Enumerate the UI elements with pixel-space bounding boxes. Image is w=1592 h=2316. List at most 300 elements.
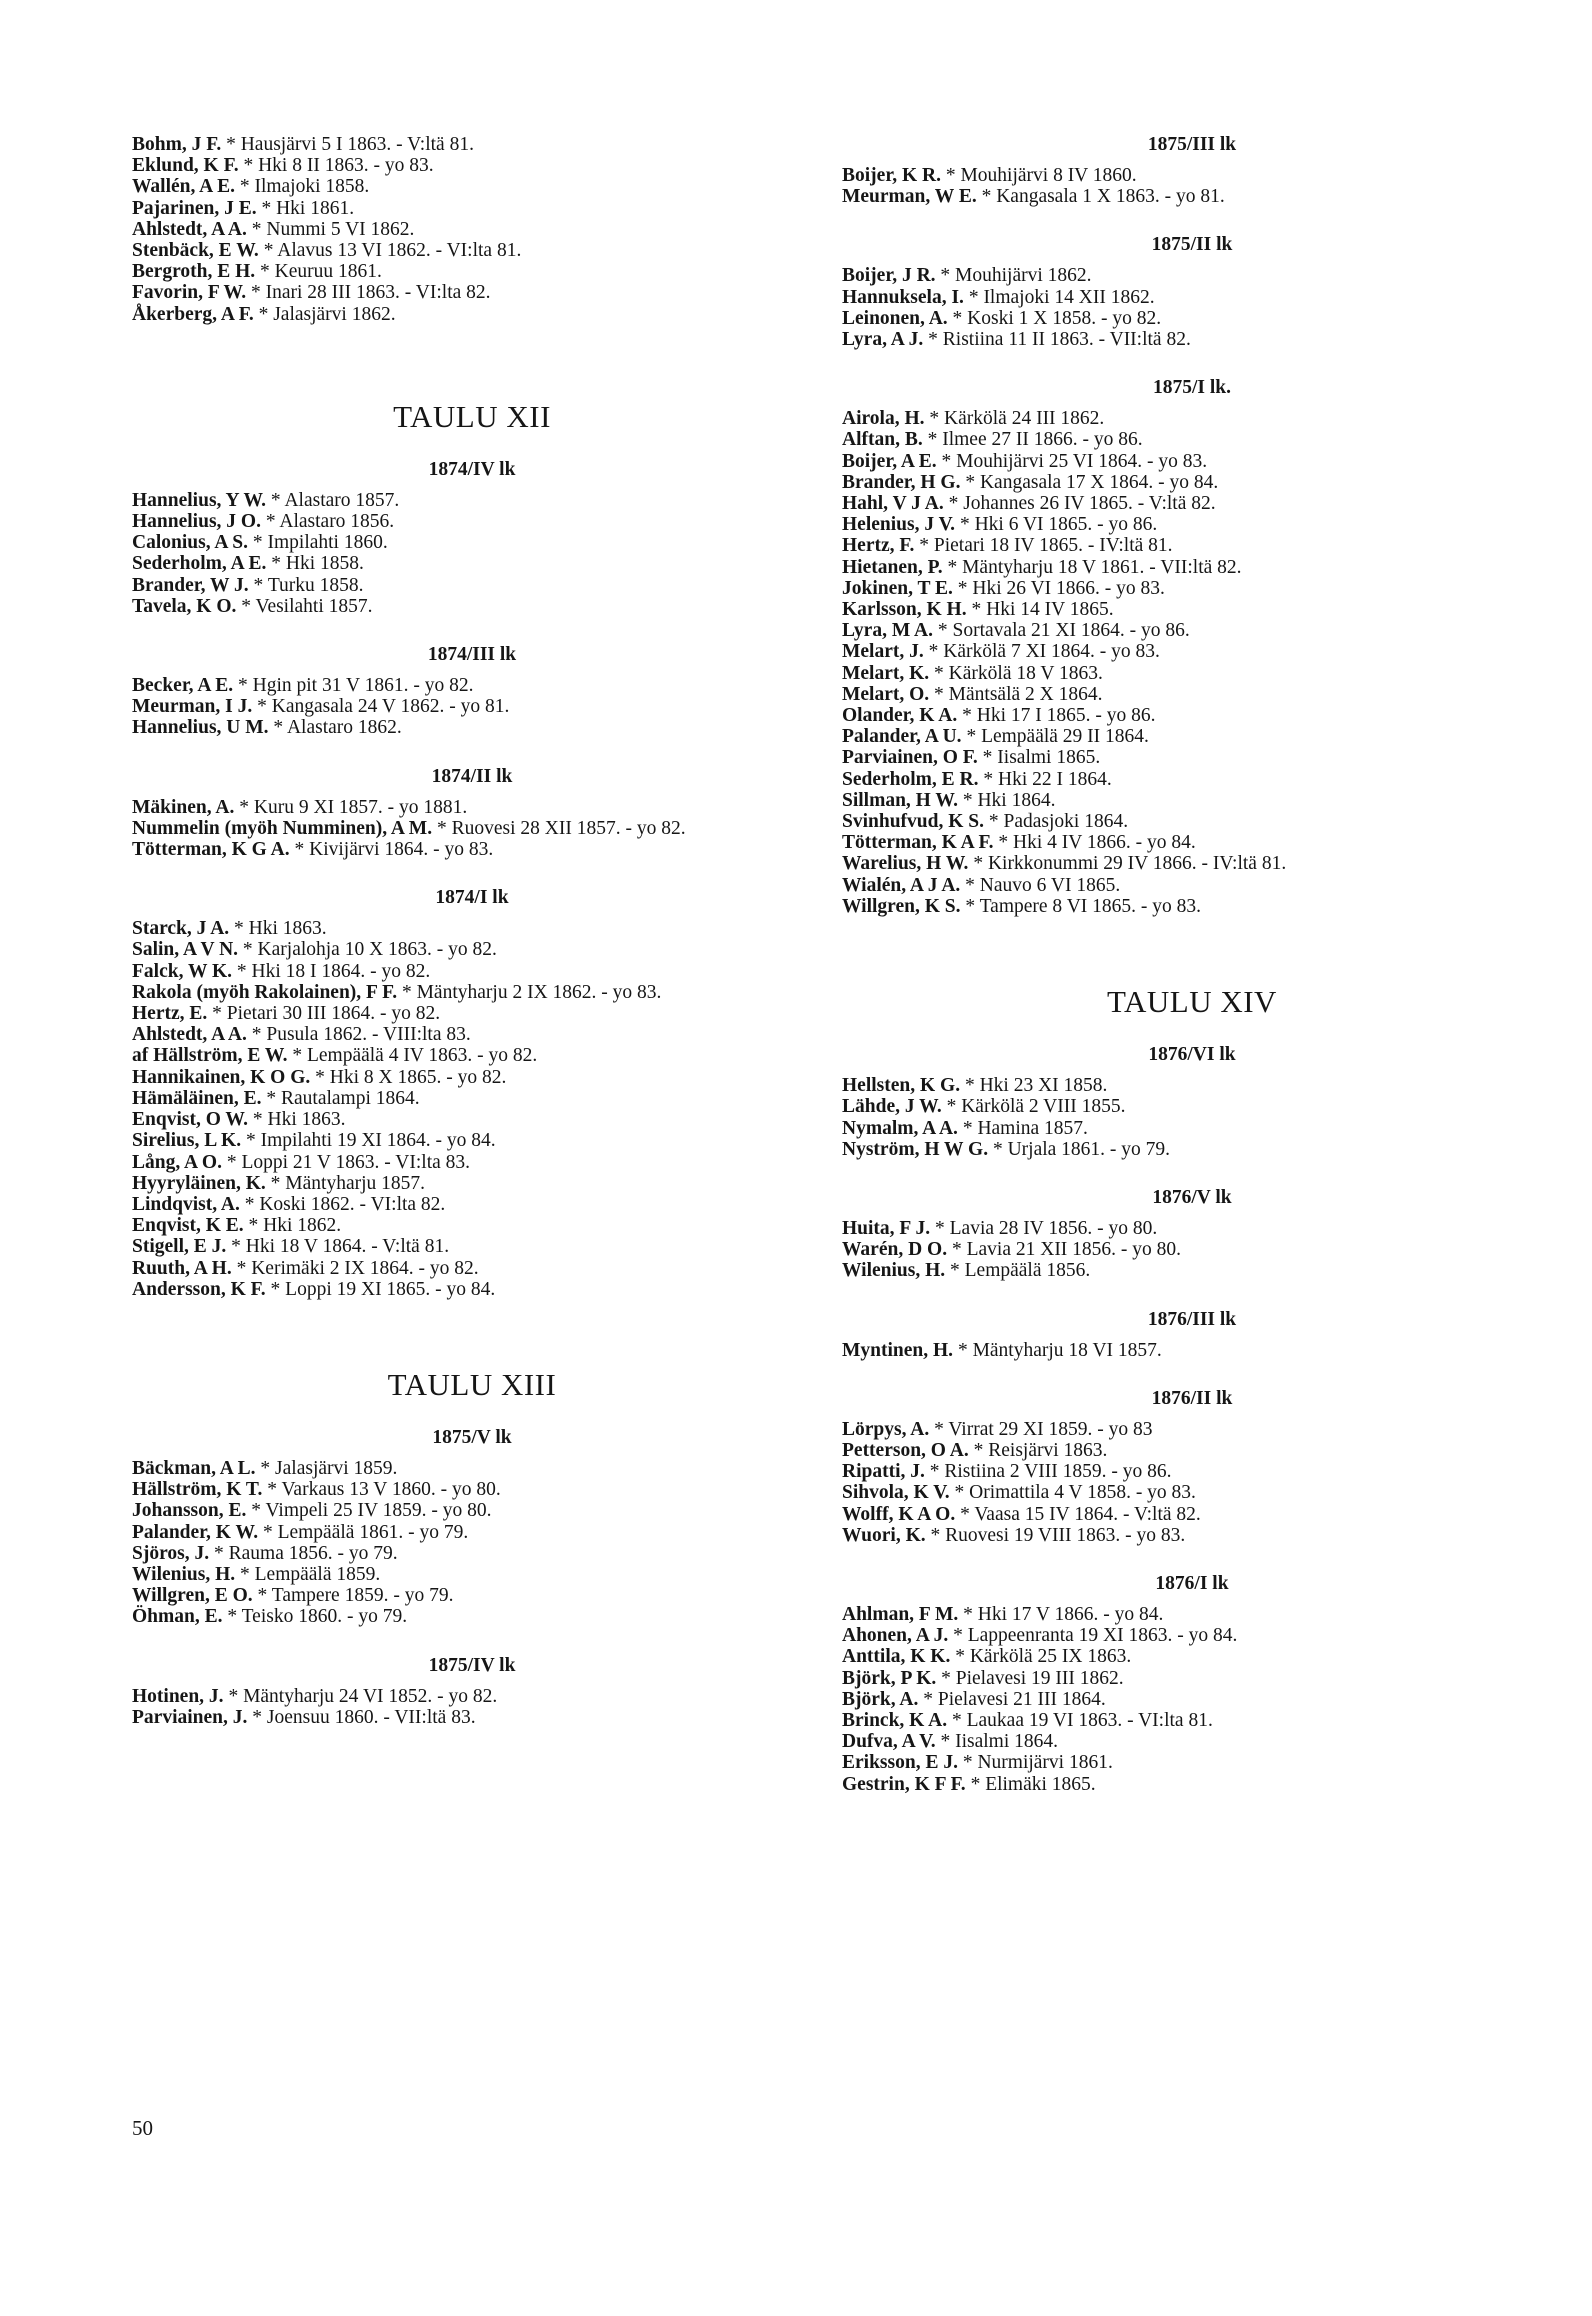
student-details: * Hki 8 II 1863. - yo 83.: [238, 155, 434, 177]
student-name: Hotinen, J.: [132, 1685, 224, 1707]
student-entry: [842, 1604, 1542, 1625]
student-entry: [842, 1340, 1542, 1361]
student-details: * Hamina 1857.: [957, 1117, 1088, 1139]
student-details: * Joensuu 1860. - VII:ltä 83.: [247, 1706, 476, 1728]
student-entry: [132, 1045, 812, 1066]
student-entry: [132, 1564, 812, 1585]
student-name: Hannuksela, I.: [842, 286, 964, 308]
student-details: * Kirkkonummi 29 IV 1866. - IV:ltä 81.: [968, 853, 1287, 875]
student-name: Palander, K W.: [132, 1521, 259, 1543]
student-name: Myntinen, H.: [842, 1339, 954, 1361]
student-details: * Tampere 8 VI 1865. - yo 83.: [960, 895, 1202, 917]
student-details: * Kerimäki 2 IX 1864. - yo 82.: [231, 1257, 479, 1279]
class-section-heading: 1875/V lk: [432, 1426, 512, 1448]
student-details: * Iisalmi 1864.: [935, 1731, 1058, 1753]
student-details: * Hki 1863.: [229, 918, 327, 940]
student-details: * Virrat 29 XI 1859. - yo 83: [929, 1418, 1153, 1440]
student-entry: [132, 1194, 812, 1215]
student-entry: [842, 811, 1542, 832]
student-name: Meurman, W E.: [842, 186, 977, 208]
student-details: * Vimpeli 25 IV 1859. - yo 80.: [246, 1500, 492, 1522]
student-entry: [842, 472, 1542, 493]
student-details: * Turku 1858.: [248, 574, 364, 596]
class-section-heading: 1875/III lk: [1147, 134, 1237, 155]
student-details: * Alastaro 1857.: [266, 489, 400, 511]
student-entry: [132, 155, 812, 176]
student-name: Stigell, E J.: [132, 1236, 227, 1258]
student-entry: [842, 684, 1542, 705]
student-name: Sillman, H W.: [842, 789, 958, 811]
student-details: * Kärkölä 18 V 1863.: [929, 662, 1103, 684]
student-name: Wialén, A J A.: [842, 874, 961, 896]
student-details: * Alavus 13 VI 1862. - VI:lta 81.: [258, 240, 522, 262]
student-entry: [842, 408, 1542, 429]
student-name: Boijer, J R.: [842, 265, 936, 287]
student-entry: [132, 982, 812, 1003]
student-entry: [842, 1625, 1542, 1646]
student-entry: [132, 696, 812, 717]
student-name: Enqvist, K E.: [132, 1215, 244, 1237]
student-name: Mäkinen, A.: [132, 796, 235, 818]
table-title: TAULU XIII: [387, 1366, 557, 1402]
student-details: * Ilmajoki 14 XII 1862.: [963, 286, 1155, 308]
student-entry: [132, 240, 812, 261]
student-details: * Loppi 21 V 1863. - VI:lta 83.: [221, 1151, 471, 1173]
student-entry: [132, 176, 812, 197]
student-entry: [842, 599, 1542, 620]
student-entry: [132, 1109, 812, 1130]
student-details: * Hki 1864.: [957, 789, 1056, 811]
student-name: Salin, A V N.: [132, 939, 239, 961]
student-details: * Hki 22 I 1864.: [978, 768, 1112, 790]
student-entry: [842, 705, 1542, 726]
student-name: Bergroth, E H.: [132, 261, 256, 283]
class-section-heading: 1874/IV lk: [428, 458, 516, 480]
student-name: Hannelius, U M.: [132, 717, 269, 739]
student-details: * Keuruu 1861.: [255, 261, 382, 283]
student-entry: [132, 1707, 812, 1728]
student-details: * Hki 1862.: [243, 1215, 342, 1237]
student-name: Öhman, E.: [132, 1606, 223, 1628]
student-details: * Mäntyharju 18 V 1861. - VII:ltä 82.: [942, 556, 1242, 578]
student-entry: [132, 1458, 812, 1479]
student-details: * Hki 1858.: [266, 553, 364, 575]
student-details: * Ruovesi 28 XII 1857. - yo 82.: [432, 817, 686, 839]
student-details: * Jalasjärvi 1862.: [253, 303, 396, 325]
student-entry: [132, 282, 812, 303]
student-details: * Inari 28 III 1863. - VI:lta 82.: [246, 282, 491, 304]
student-entry: [132, 511, 812, 532]
student-details: * Rautalampi 1864.: [261, 1087, 420, 1109]
student-entry: [842, 578, 1542, 599]
student-entry: [842, 165, 1542, 186]
student-details: * Hki 23 XI 1858.: [960, 1075, 1108, 1097]
student-entry: [842, 832, 1542, 853]
student-entry: [132, 1173, 812, 1194]
student-details: * Lavia 21 XII 1856. - yo 80.: [947, 1239, 1182, 1261]
student-details: * Hki 1863.: [247, 1109, 346, 1131]
student-name: Svinhufvud, K S.: [842, 811, 984, 833]
student-details: * Impilahti 1860.: [247, 532, 388, 554]
student-name: Melart, O.: [842, 683, 930, 705]
class-section-heading: 1875/IV lk: [428, 1654, 516, 1676]
student-details: * Impilahti 19 XI 1864. - yo 84.: [241, 1130, 496, 1152]
student-entry: [842, 535, 1542, 556]
student-entry: [132, 717, 812, 738]
student-entry: [132, 198, 812, 219]
table-title: TAULU XII: [393, 398, 551, 434]
student-name: Warelius, H W.: [842, 853, 969, 875]
student-entry: [132, 1522, 812, 1543]
student-name: Meurman, I J.: [132, 696, 253, 718]
student-entry: [842, 1731, 1542, 1752]
student-entry: [842, 1461, 1542, 1482]
student-entry: [132, 1088, 812, 1109]
student-details: * Laukaa 19 VI 1863. - VI:lta 81.: [947, 1709, 1213, 1731]
student-details: * Alastaro 1862.: [268, 717, 402, 739]
student-name: Melart, J.: [842, 641, 924, 663]
student-entry: [842, 1752, 1542, 1773]
student-name: Lyra, M A.: [842, 620, 933, 642]
student-details: * Hki 8 X 1865. - yo 82.: [310, 1066, 507, 1088]
student-name: Sederholm, A E.: [132, 553, 267, 575]
student-entry: [842, 1139, 1542, 1160]
student-details: * Mäntsälä 2 X 1864.: [929, 683, 1103, 705]
right-column: [842, 134, 1542, 1795]
student-entry: [132, 261, 812, 282]
student-details: * Nauvo 6 VI 1865.: [960, 874, 1121, 896]
student-name: Ruuth, A H.: [132, 1257, 232, 1279]
student-details: * Hki 14 IV 1865.: [966, 599, 1114, 621]
student-details: * Mouhijärvi 25 VI 1864. - yo 83.: [936, 450, 1208, 472]
student-name: Lång, A O.: [132, 1151, 222, 1173]
class-section-heading: 1876/V lk: [1152, 1186, 1232, 1208]
class-section-heading: 1876/III lk: [1147, 1308, 1237, 1330]
student-details: * Iisalmi 1865.: [977, 747, 1101, 769]
student-entry: [842, 641, 1542, 662]
student-entry: [842, 308, 1542, 329]
student-details: * Koski 1862. - VI:lta 82.: [239, 1193, 446, 1215]
student-details: * Tampere 1859. - yo 79.: [252, 1585, 454, 1607]
student-details: * Lempäälä 1859.: [235, 1563, 381, 1585]
student-name: Hämäläinen, E.: [132, 1087, 262, 1109]
student-name: Willgren, E O.: [132, 1585, 253, 1607]
student-details: * Vaasa 15 IV 1864. - V:ltä 82.: [955, 1503, 1201, 1525]
student-entry: [132, 1606, 812, 1627]
student-details: * Hausjärvi 5 I 1863. - V:ltä 81.: [221, 134, 474, 155]
student-entry: [132, 1130, 812, 1151]
student-entry: [132, 797, 812, 818]
student-name: Tötterman, K A F.: [842, 832, 994, 854]
student-details: * Ristiina 2 VIII 1859. - yo 86.: [924, 1461, 1172, 1483]
class-section-heading: 1874/I lk: [435, 887, 509, 909]
student-details: * Varkaus 13 V 1860. - yo 80.: [262, 1479, 501, 1501]
class-section-heading: 1875/II lk: [1151, 234, 1233, 256]
student-name: Brander, H G.: [842, 471, 961, 493]
student-entry: [132, 675, 812, 696]
student-entry: [842, 451, 1542, 472]
student-entry: [842, 1239, 1542, 1260]
student-details: * Mäntyharju 1857.: [265, 1172, 426, 1194]
student-details: * Orimattila 4 V 1858. - yo 83.: [949, 1482, 1196, 1504]
class-section-heading: 1874/II lk: [431, 765, 513, 787]
student-name: Andersson, K F.: [132, 1278, 266, 1300]
student-name: Calonius, A S.: [132, 532, 248, 554]
student-details: * Kärkölä 7 XI 1864. - yo 83.: [923, 641, 1160, 663]
student-name: Hannikainen, K O G.: [132, 1066, 311, 1088]
student-entry: [842, 1419, 1542, 1440]
student-entry: [132, 304, 812, 325]
student-name: Ahonen, A J.: [842, 1625, 949, 1647]
student-details: * Mäntyharju 2 IX 1862. - yo 83.: [397, 981, 662, 1003]
student-details: * Lempäälä 29 II 1864.: [961, 726, 1149, 748]
student-name: af Hällström, E W.: [132, 1045, 288, 1067]
student-name: Hertz, F.: [842, 535, 915, 557]
student-entry: [842, 186, 1542, 207]
student-details: * Rauma 1856. - yo 79.: [209, 1542, 398, 1564]
student-entry: [132, 1258, 812, 1279]
student-details: * Koski 1 X 1858. - yo 82.: [947, 307, 1162, 329]
student-entry: [842, 853, 1542, 874]
student-entry: [132, 596, 812, 617]
student-details: * Pusula 1862. - VIII:lta 83.: [246, 1024, 471, 1046]
student-details: * Vesilahti 1857.: [236, 595, 373, 617]
student-name: Nyström, H W G.: [842, 1138, 989, 1160]
student-details: * Reisjärvi 1863.: [968, 1439, 1108, 1461]
student-name: Hannelius, Y W.: [132, 489, 267, 511]
student-details: * Mouhijärvi 8 IV 1860.: [940, 165, 1137, 186]
student-details: * Kuru 9 XI 1857. - yo 1881.: [234, 796, 468, 818]
student-name: Hertz, E.: [132, 1003, 208, 1025]
class-section-heading: 1875/I lk.: [1152, 377, 1232, 399]
student-entry: [842, 790, 1542, 811]
student-details: * Padasjoki 1864.: [984, 811, 1129, 833]
student-name: Rakola (myöh Rakolainen), F F.: [132, 981, 398, 1003]
student-entry: [132, 839, 812, 860]
student-entry: [842, 1710, 1542, 1731]
student-name: Hannelius, J O.: [132, 511, 261, 533]
student-name: Favorin, F W.: [132, 282, 247, 304]
student-entry: [842, 747, 1542, 768]
student-name: Ahlman, F M.: [842, 1603, 959, 1625]
student-details: * Mäntyharju 18 VI 1857.: [953, 1339, 1162, 1361]
student-name: Gestrin, K F F.: [842, 1773, 966, 1795]
student-entry: [842, 514, 1542, 535]
class-section-heading: 1876/I lk: [1155, 1572, 1229, 1594]
student-name: Eriksson, E J.: [842, 1752, 958, 1774]
student-details: * Pielavesi 19 III 1862.: [936, 1667, 1124, 1689]
student-entry: [132, 1585, 812, 1606]
student-name: Lähde, J W.: [842, 1096, 942, 1118]
student-name: Falck, W K.: [132, 960, 233, 982]
student-entry: [842, 726, 1542, 747]
student-entry: [842, 265, 1542, 286]
student-entry: [132, 961, 812, 982]
student-entry: [842, 769, 1542, 790]
student-name: Ripatti, J.: [842, 1461, 925, 1483]
student-name: Starck, J A.: [132, 918, 230, 940]
student-entry: [132, 1152, 812, 1173]
student-details: * Lempäälä 1856.: [945, 1260, 1091, 1282]
student-details: * Pietari 30 III 1864. - yo 82.: [207, 1003, 441, 1025]
student-entry: [132, 1686, 812, 1707]
student-name: Bohm, J F.: [132, 134, 222, 155]
student-name: Lörpys, A.: [842, 1418, 930, 1440]
left-column: [132, 134, 812, 1728]
student-entry: [842, 1075, 1542, 1096]
student-name: Nummelin (myöh Numminen), A M.: [132, 817, 433, 839]
student-details: * Ristiina 11 II 1863. - VII:ltä 82.: [923, 329, 1191, 351]
student-name: Björk, A.: [842, 1688, 919, 1710]
student-name: Åkerberg, A F.: [132, 303, 254, 325]
student-name: Eklund, K F.: [132, 155, 239, 177]
page-number: 50: [132, 2116, 153, 2140]
student-entry: [842, 287, 1542, 308]
student-name: Helenius, J V.: [842, 514, 956, 536]
student-details: * Mouhijärvi 1862.: [935, 265, 1092, 287]
student-details: * Sortavala 21 XI 1864. - yo 86.: [933, 620, 1190, 642]
student-name: Sjöros, J.: [132, 1542, 210, 1564]
student-entry: [132, 532, 812, 553]
student-entry: [842, 1504, 1542, 1525]
student-entry: [132, 1215, 812, 1236]
student-name: Huita, F J.: [842, 1217, 931, 1239]
student-name: Karlsson, K H.: [842, 599, 967, 621]
student-details: * Hgin pit 31 V 1861. - yo 82.: [233, 675, 474, 697]
student-details: * Kärkölä 2 VIII 1855.: [941, 1096, 1126, 1118]
student-details: * Lempäälä 4 IV 1863. - yo 82.: [287, 1045, 538, 1067]
student-details: * Lavia 28 IV 1856. - yo 80.: [930, 1217, 1158, 1239]
student-name: Brander, W J.: [132, 574, 249, 596]
student-details: * Hki 4 IV 1866. - yo 84.: [993, 832, 1196, 854]
student-details: * Hki 17 V 1866. - yo 84.: [958, 1603, 1164, 1625]
student-name: Pajarinen, J E.: [132, 197, 257, 219]
student-entry: [842, 1118, 1542, 1139]
table-title: TAULU XIV: [1107, 984, 1277, 1020]
student-entry: [842, 896, 1542, 917]
student-name: Ahlstedt, A A.: [132, 218, 247, 240]
student-name: Hahl, V J A.: [842, 493, 944, 515]
student-details: * Hki 17 I 1865. - yo 86.: [957, 705, 1156, 727]
student-name: Willgren, K S.: [842, 895, 961, 917]
student-name: Leinonen, A.: [842, 307, 948, 329]
student-details: * Pietari 18 IV 1865. - IV:ltä 81.: [914, 535, 1173, 557]
student-name: Becker, A E.: [132, 675, 234, 697]
student-entry: [842, 429, 1542, 450]
student-name: Nymalm, A A.: [842, 1117, 958, 1139]
student-entry: [132, 219, 812, 240]
student-entry: [132, 1479, 812, 1500]
student-details: * Mäntyharju 24 VI 1852. - yo 82.: [223, 1685, 498, 1707]
student-name: Jokinen, T E.: [842, 577, 953, 599]
student-entry: [132, 1067, 812, 1088]
student-details: * Hki 18 I 1864. - yo 82.: [232, 960, 431, 982]
student-name: Wuori, K.: [842, 1524, 926, 1546]
student-entry: [842, 557, 1542, 578]
student-entry: [132, 918, 812, 939]
class-section-heading: 1876/II lk: [1151, 1387, 1233, 1409]
student-name: Wilenius, H.: [132, 1563, 236, 1585]
student-details: * Lappeenranta 19 XI 1863. - yo 84.: [948, 1625, 1238, 1647]
student-name: Hällström, K T.: [132, 1479, 263, 1501]
student-entry: [842, 1525, 1542, 1546]
student-details: * Johannes 26 IV 1865. - V:ltä 82.: [943, 493, 1216, 515]
student-name: Warén, D O.: [842, 1239, 948, 1261]
student-details: * Nurmijärvi 1861.: [957, 1752, 1113, 1774]
student-name: Johansson, E.: [132, 1500, 247, 1522]
class-section-heading: 1874/III lk: [427, 644, 517, 666]
student-entry: [842, 1218, 1542, 1239]
student-details: * Kärkölä 25 IX 1863.: [950, 1646, 1132, 1668]
student-name: Sederholm, E R.: [842, 768, 979, 790]
student-entry: [132, 818, 812, 839]
student-name: Wolff, K A O.: [842, 1503, 956, 1525]
student-details: * Elimäki 1865.: [965, 1773, 1096, 1795]
student-details: * Alastaro 1856.: [260, 511, 395, 533]
student-name: Stenbäck, E W.: [132, 240, 259, 262]
student-name: Boijer, K R.: [842, 165, 941, 186]
student-entry: [132, 1543, 812, 1564]
student-entry: [842, 1689, 1542, 1710]
student-details: * Karjalohja 10 X 1863. - yo 82.: [238, 939, 497, 961]
student-details: * Urjala 1861. - yo 79.: [988, 1138, 1171, 1160]
student-name: Ahlstedt, A A.: [132, 1024, 247, 1046]
student-entry: [842, 1774, 1542, 1795]
student-entry: [132, 134, 812, 155]
class-section-heading: 1876/VI lk: [1148, 1044, 1236, 1066]
student-entry: [132, 1500, 812, 1521]
student-entry: [842, 1260, 1542, 1281]
student-name: Tavela, K O.: [132, 595, 237, 617]
student-name: Wallén, A E.: [132, 176, 235, 198]
student-details: * Hki 6 VI 1865. - yo 86.: [955, 514, 1158, 536]
student-entry: [132, 1003, 812, 1024]
student-name: Enqvist, O W.: [132, 1109, 248, 1131]
student-details: * Loppi 19 XI 1865. - yo 84.: [265, 1278, 496, 1300]
student-entry: [132, 1024, 812, 1045]
student-details: * Hki 18 V 1864. - V:ltä 81.: [226, 1236, 450, 1258]
student-details: * Teisko 1860. - yo 79.: [222, 1606, 408, 1628]
student-details: * Kivijärvi 1864. - yo 83.: [289, 839, 494, 861]
student-details: * Hki 26 VI 1866. - yo 83.: [952, 577, 1165, 599]
student-details: * Hki 1861.: [256, 197, 355, 219]
student-name: Wilenius, H.: [842, 1260, 946, 1282]
student-name: Lyra, A J.: [842, 329, 924, 351]
student-name: Tötterman, K G A.: [132, 839, 290, 861]
student-name: Alftan, B.: [842, 429, 923, 451]
student-name: Boijer, A E.: [842, 450, 937, 472]
student-details: * Ruovesi 19 VIII 1863. - yo 83.: [925, 1524, 1186, 1546]
student-name: Bäckman, A L.: [132, 1457, 256, 1479]
student-name: Palander, A U.: [842, 726, 962, 748]
student-entry: [132, 575, 812, 596]
student-name: Sihvola, K V.: [842, 1482, 950, 1504]
student-entry: [842, 1482, 1542, 1503]
student-name: Hellsten, K G.: [842, 1075, 961, 1097]
student-details: * Kangasala 24 V 1862. - yo 81.: [252, 696, 510, 718]
student-details: * Ilmajoki 1858.: [234, 176, 370, 198]
student-name: Hietanen, P.: [842, 556, 943, 578]
student-name: Petterson, O A.: [842, 1439, 969, 1461]
student-details: * Ilmee 27 II 1866. - yo 86.: [922, 429, 1143, 451]
student-name: Dufva, A V.: [842, 1731, 936, 1753]
student-name: Parviainen, O F.: [842, 747, 978, 769]
student-entry: [842, 875, 1542, 896]
student-details: * Nummi 5 VI 1862.: [246, 218, 415, 240]
student-entry: [132, 1279, 812, 1300]
student-details: * Jalasjärvi 1859.: [255, 1457, 398, 1479]
student-name: Hyyryläinen, K.: [132, 1172, 266, 1194]
